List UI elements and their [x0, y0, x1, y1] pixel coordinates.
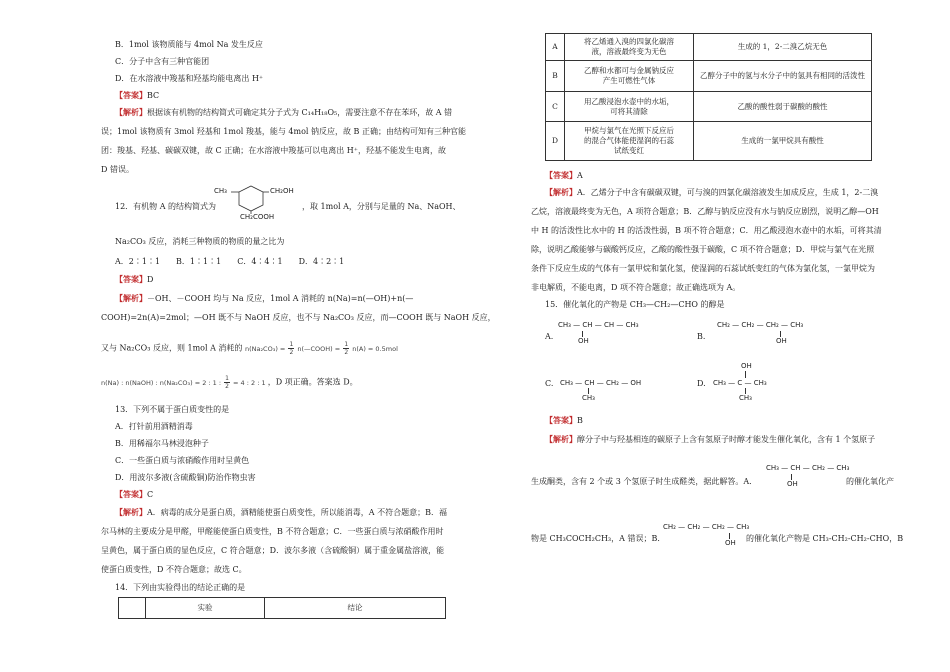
q15-answer	[545, 415, 583, 426]
analysis-text: －OH、－COOH 均与 Na 反应，1mol A 消耗的 n(Na)=n(—OH)+n(—	[147, 294, 414, 303]
hydroxyl-group: OH	[578, 337, 589, 345]
methyl-group: CH₃	[739, 394, 752, 402]
q15-analysis-line	[545, 434, 875, 445]
q14-answer	[545, 170, 583, 181]
q13-option-a: A．打针前用酒精消毒	[115, 422, 193, 431]
q11-option-d: D．在水溶液中羧基和羟基均能电离出 H⁺	[115, 74, 264, 83]
cell-line: 产生可燃性气体	[602, 76, 656, 85]
q12-structure-formula	[214, 180, 300, 222]
fraction	[288, 341, 294, 356]
analysis-text: A．乙烯分子中含有碳碳双键，可与溴的四氯化碳溶液发生加成反应，生成 1，2-二溴	[577, 188, 879, 197]
q15-analysis-line: 物是 CH₃COCH₂CH₃，A 错误；B．	[531, 534, 666, 543]
q12-analysis-line	[115, 293, 413, 304]
bond-line	[745, 371, 746, 378]
hydroxyl-group: OH	[776, 337, 787, 345]
answer-label: 【答案】	[115, 489, 147, 499]
row-label: D	[546, 122, 565, 161]
q11-option-c: C．分子中含有三种官能团	[115, 57, 210, 66]
q14-analysis-line: 乙烷，溶液最终变为无色，A 项符合题意；B．乙醇与钠反应没有水与钠反应剧烈，说明乙醇—OH	[531, 207, 879, 216]
q15-option-b-formula: CH₂ — CH₂ — CH₂ — CH₃	[717, 321, 804, 329]
q14-analysis-line: 中 H 的活泼性比水中的 H 的活泼性弱，B 项不符合题意；C．用乙酸浸泡水壶中的水垢，可将其清	[531, 226, 882, 235]
q13-analysis-line: 使蛋白质变性，D 不符合题意；故选 C。	[101, 565, 247, 574]
answer-value: C	[147, 490, 154, 499]
eq1-rhs: n(A) = 0.5mol	[352, 344, 398, 353]
q14-analysis-line	[545, 187, 878, 198]
experiment-cell	[565, 122, 694, 161]
q11-analysis-line: 误；1mol 该物质有 3mol 羟基和 1mol 羧基，能与 4mol 钠反应，故 B 正确；由结构可知有三种官能	[101, 127, 466, 136]
q15-analysis-line: 的催化氧化产物是 CH₃-CH₂-CH₂-CHO，B	[746, 534, 904, 543]
answer-value: B	[577, 416, 583, 425]
q15-option-b-label: B.	[697, 332, 706, 341]
analysis-text: A．病毒的成分是蛋白质，酒精能使蛋白质变性，所以能消毒，A 不符合题意；B．福	[147, 508, 447, 517]
ch2oh-group: CH₂OH	[270, 187, 294, 195]
frac-num: 1	[289, 341, 294, 348]
q14-stem: 14．下列由实验得出的结论正确的是	[115, 583, 246, 592]
ch3-group: CH₃	[214, 187, 227, 195]
conclusion-cell: 生成的 1，2-二溴乙烷无色	[694, 34, 872, 61]
table-corner-cell	[119, 598, 146, 619]
experiment-cell	[565, 34, 694, 61]
analysis-text: 醇分子中与羟基相连的碳原子上含有氢原子时醇才能发生催化氧化，含有 1 个氢原子	[577, 435, 876, 444]
cell-line: 试纸变红	[614, 146, 644, 155]
conclusion-cell: 生成的一氯甲烷具有酸性	[694, 122, 872, 161]
answer-value: D	[147, 275, 154, 284]
answer-value: BC	[147, 91, 160, 100]
q14-analysis-line: 除，说明乙酸能够与碳酸钙反应，乙酸的酸性强于碳酸，C 项不符合题意；D．甲烷与氯气在光照	[531, 245, 875, 254]
eq1-lhs: n(Na₂CO₃) =	[244, 344, 286, 353]
q13-stem: 13．下列不属于蛋白质变性的是	[115, 405, 230, 414]
hydroxyl-group: OH	[725, 539, 736, 547]
q13-option-d: D．用波尔多液(含硫酸铜)防治作物虫害	[115, 473, 256, 482]
q15-option-d-label: D.	[697, 379, 706, 388]
q15-option-c-formula: CH₃ — CH — CH₂ — OH	[560, 379, 642, 387]
fraction	[224, 375, 230, 390]
equation-2	[101, 375, 268, 390]
hydroxyl-group: OH	[787, 480, 798, 488]
cell-line: 液，溶液最终变为无色	[591, 47, 667, 56]
analysis-text: 又与 Na₂CO₃ 反应，则 1mol A 消耗的	[101, 343, 243, 353]
hydroxyl-group: OH	[741, 362, 752, 370]
eq2-lhs: n(Na) : n(NaOH) : n(Na₂CO₃) = 2 : 1 :	[101, 378, 222, 387]
q11-answer	[115, 90, 159, 101]
q12-analysis-line	[101, 341, 398, 356]
q13-answer	[115, 489, 153, 500]
analysis-label: 【解析】	[115, 293, 147, 303]
conclusion-cell: 乙醇分子中的氢与水分子中的氢具有相同的活泼性	[694, 61, 872, 92]
analysis-label: 【解析】	[545, 187, 577, 197]
analysis-text: 根据该有机物的结构简式可确定其分子式为 C₁₄H₁₈O₅，需要注意不存在苯环，故 A 错	[147, 108, 453, 117]
frac-den: 2	[344, 349, 349, 356]
frac-den: 2	[289, 349, 294, 356]
cell-line: 用乙酸浸泡水壶中的水垢，	[584, 96, 674, 106]
eq2-rhs: = 4 : 2 : 1	[233, 378, 266, 387]
inline-formula-b: CH₂ — CH₂ — CH₂ — CH₃	[663, 523, 750, 531]
q13-analysis-line: 呈黄色，属于蛋白质的显色反应，C 符合题意；D．波尔多液（含硫酸铜）属于重金属盐溶液，能	[101, 546, 445, 555]
table-row	[546, 34, 872, 61]
q11-option-b: B．1mol 该物质能与 4mol Na 发生反应	[115, 40, 263, 49]
q12-answer	[115, 274, 153, 285]
frac-den: 2	[225, 383, 229, 390]
ch2cooh-group: CH₂COOH	[240, 213, 275, 221]
row-label: C	[546, 92, 565, 122]
q12-analysis-line	[101, 375, 358, 390]
cell-line: 将乙烯通入溴的四氯化碳溶	[584, 37, 674, 46]
q11-analysis-line: 团：羧基、羟基、碳碳双键，故 C 正确；在水溶液中羧基可以电离出 H⁺，羟基不能发生电离，故	[101, 146, 446, 155]
eq1-mid: n(—COOH) =	[297, 344, 341, 353]
table-row	[546, 61, 872, 92]
analysis-text: ，D 项正确。答案选 D。	[267, 377, 358, 387]
q14-analysis-line: 条件下反应生成的气体有一氯甲烷和氯化氢，使湿润的石蕊试纸变红的气体为氯化氢，一氯甲烷为	[531, 264, 875, 273]
analysis-label: 【解析】	[115, 507, 147, 517]
q15-analysis-line: 的催化氧化产	[846, 477, 894, 486]
q12-stem-lead: 12．有机物 A 的结构简式为	[115, 202, 217, 211]
q15-option-a-label: A.	[545, 332, 554, 341]
cell-line: 乙醇和水都可与金属钠反应	[584, 66, 674, 75]
row-label: B	[546, 61, 565, 92]
q12-stem-tail: ，取 1mol A，分别与足量的 Na、NaOH、	[302, 202, 461, 211]
table-row	[546, 122, 872, 161]
q15-analysis-line: 生成酮类，含有 2 个或 3 个氢原子时生成醛类，据此解答。A．	[531, 477, 758, 486]
q14-analysis-line: 非电解质，不能电离，D 项不符合题意；故正确选项为 A。	[531, 283, 741, 292]
answer-label: 【答案】	[545, 170, 577, 180]
q15-option-d-formula: CH₃ — C — CH₃	[713, 379, 767, 387]
q12-options: A．2∶1∶1 B．1∶1∶1 C．4∶4∶1 D．4∶2∶1	[115, 257, 345, 266]
q11-analysis-line	[115, 107, 452, 118]
cell-line: 甲烷与氯气在光照下反应后	[584, 126, 674, 135]
q13-analysis-line: 尔马林的主要成分是甲醛，甲醛能使蛋白质变性，B 不符合题意；C．一些蛋白质与浓硝酸作用时	[101, 527, 444, 536]
q15-stem: 15．催化氧化的产物是 CH₃—CH₂—CHO 的醇是	[545, 300, 725, 309]
cell-line: 可将其清除	[610, 106, 648, 116]
equation-1	[244, 341, 398, 356]
q15-option-c-label: C.	[545, 379, 554, 388]
row-label: A	[546, 34, 565, 61]
methyl-group: CH₃	[582, 394, 595, 402]
cell-line: 的混合气体能使湿润的石蕊	[584, 136, 674, 145]
q11-analysis-line: D 错误。	[101, 165, 134, 174]
experiment-cell	[565, 92, 694, 122]
q14-experiment-table	[545, 33, 872, 161]
analysis-label: 【解析】	[115, 107, 147, 117]
answer-label: 【答案】	[115, 274, 147, 284]
fraction	[343, 341, 349, 356]
table-header-experiment: 实验	[146, 598, 265, 619]
answer-value: A	[577, 171, 583, 180]
conclusion-cell: 乙酸的酸性弱于碳酸的酸性	[694, 92, 872, 122]
answer-label: 【答案】	[115, 90, 147, 100]
q12-stem-line2: Na₂CO₃ 反应，消耗三种物质的物质的量之比为	[115, 237, 285, 246]
experiment-cell	[565, 61, 694, 92]
table-header-conclusion: 结论	[265, 598, 446, 619]
answer-label: 【答案】	[545, 415, 577, 425]
q13-option-b: B．用稀福尔马林浸泡种子	[115, 439, 209, 448]
frac-num: 1	[344, 341, 349, 348]
q12-analysis-line: COOH)=2n(A)=2mol；—OH 既不与 NaOH 反应，也不与 Na₂CO₃ 反应，而—COOH 既与 NaOH 反应，	[101, 313, 496, 322]
frac-num: 1	[225, 375, 229, 382]
q15-option-a-formula: CH₃ — CH — CH — CH₃	[558, 321, 639, 329]
q14-table-header	[118, 597, 446, 619]
q13-analysis-line	[115, 507, 447, 518]
q13-option-c: C．一些蛋白质与浓硝酸作用时呈黄色	[115, 456, 250, 465]
inline-formula-a: CH₃ — CH — CH₂ — CH₃	[766, 464, 850, 472]
table-row	[546, 92, 872, 122]
analysis-label: 【解析】	[545, 434, 577, 444]
